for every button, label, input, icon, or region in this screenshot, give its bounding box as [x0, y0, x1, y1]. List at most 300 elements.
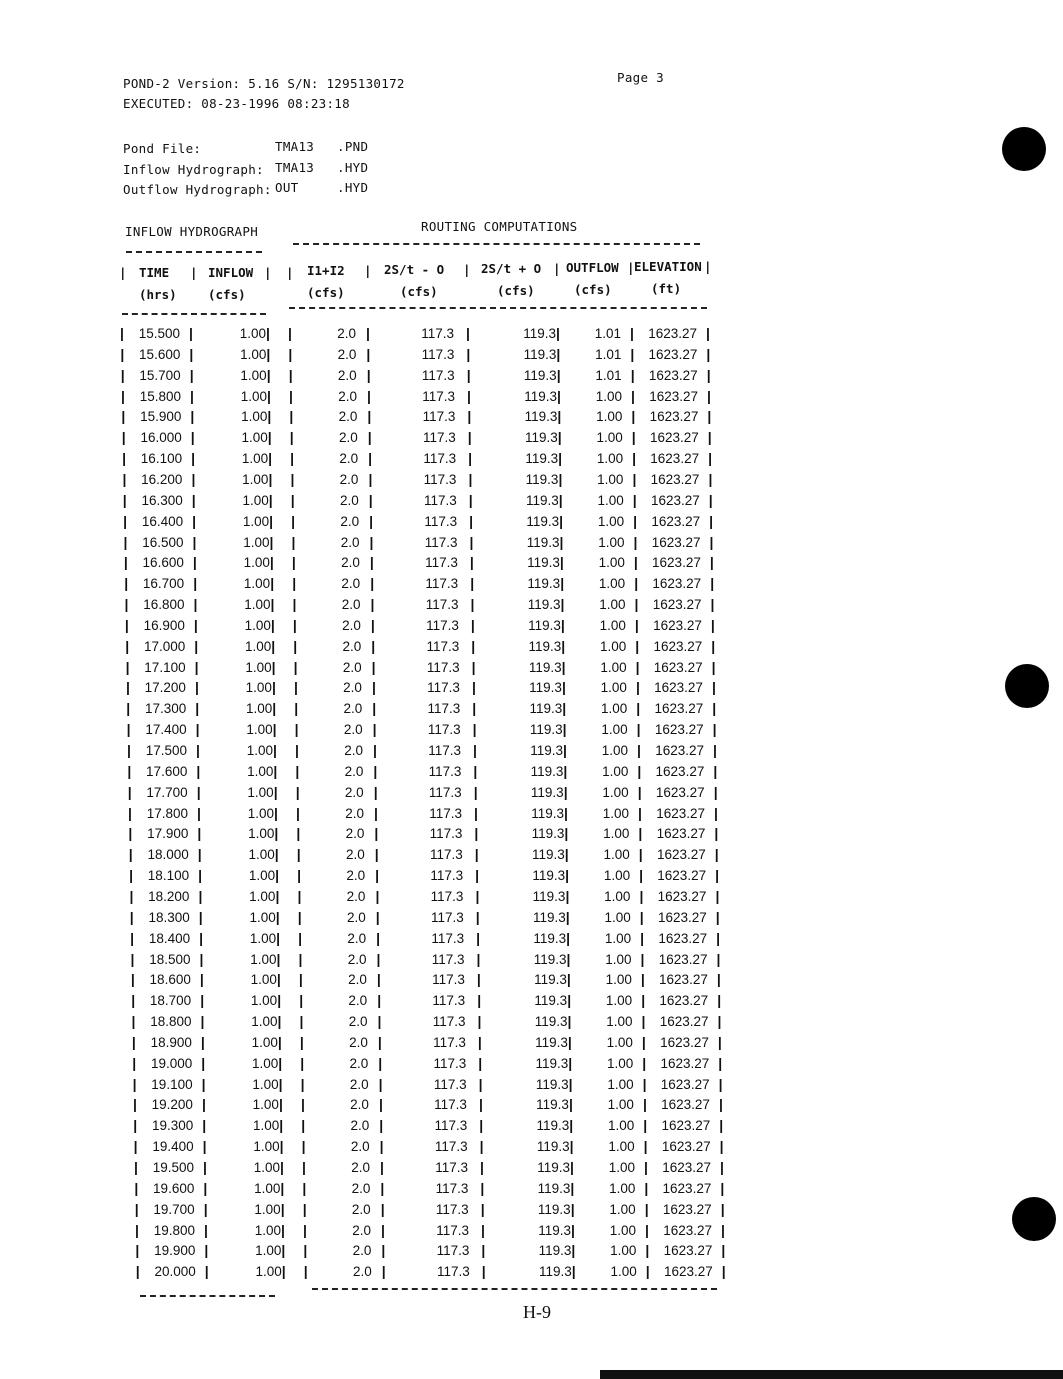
- page-number: Page 3: [617, 70, 664, 85]
- cell-inflow: 1.00: [241, 451, 269, 467]
- table-row: [0, 952, 1063, 973]
- table-row: [0, 576, 1063, 597]
- cell-separator: |: [280, 1200, 285, 1217]
- cell-separator: |: [634, 596, 639, 613]
- cell-2s-minus-o: 117.3: [427, 701, 461, 717]
- cell-elevation: 1623.27: [661, 1139, 711, 1155]
- cell-i1i2: 2.0: [342, 617, 361, 633]
- cell-i1i2: 2.0: [340, 513, 360, 529]
- cell-2s-minus-o: 117.3: [422, 388, 456, 404]
- cell-separator: |: [366, 366, 371, 383]
- cell-2s-plus-o: 119.3: [530, 763, 564, 779]
- cell-separator: |: [373, 783, 378, 800]
- cell-separator: |: [630, 345, 635, 362]
- cell-2s-minus-o: 117.3: [425, 597, 459, 613]
- cell-outflow: 1.00: [605, 993, 633, 1009]
- cell-separator: |: [123, 533, 128, 550]
- col-unit-outflow: (cfs): [574, 282, 612, 297]
- cell-separator: |: [204, 1242, 209, 1259]
- cell-2s-plus-o: 119.3: [526, 513, 560, 529]
- cell-2s-plus-o: 119.3: [524, 388, 558, 404]
- cell-separator: |: [277, 1013, 282, 1030]
- cell-separator: |: [709, 554, 714, 571]
- cell-elevation: 1623.27: [650, 451, 700, 467]
- cell-separator: |: [563, 783, 568, 800]
- cell-time: 15.500: [138, 326, 180, 341]
- cell-i1i2: 2.0: [349, 1055, 369, 1071]
- table-row: [0, 743, 1063, 764]
- cell-separator: |: [291, 512, 296, 529]
- cell-separator: |: [197, 846, 202, 863]
- cell-separator: |: [269, 512, 274, 529]
- cell-separator: |: [278, 1075, 283, 1092]
- cell-elevation: 1623.27: [662, 1160, 711, 1175]
- cell-time: 15.900: [140, 409, 182, 425]
- cell-2s-minus-o: 117.3: [427, 680, 460, 696]
- inflow-hydrograph-title: INFLOW HYDROGRAPH: [125, 224, 259, 239]
- routing-computations-title: ROUTING COMPUTATIONS: [421, 219, 578, 234]
- cell-separator: |: [473, 742, 477, 758]
- cell-separator: |: [707, 429, 712, 446]
- cell-2s-plus-o: 119.3: [536, 1118, 570, 1134]
- cell-2s-plus-o: 119.3: [534, 993, 568, 1009]
- cell-separator: |: [367, 408, 372, 425]
- cell-outflow: 1.00: [601, 743, 628, 758]
- cell-separator: |: [639, 887, 644, 904]
- cell-time: 18.700: [149, 993, 192, 1009]
- cell-elevation: 1623.27: [653, 617, 702, 633]
- cell-separator: |: [556, 345, 561, 362]
- cell-separator: |: [288, 345, 293, 362]
- cell-inflow: 1.00: [255, 1243, 282, 1259]
- col-unit-time: (hrs): [139, 287, 177, 302]
- cell-separator: |: [192, 533, 197, 550]
- cell-inflow: 1.00: [245, 680, 272, 696]
- cell-outflow: 1.00: [610, 1264, 637, 1280]
- cell-elevation: 1623.27: [663, 1264, 713, 1280]
- table-row: [0, 1077, 1063, 1098]
- cell-outflow: 1.00: [600, 680, 627, 696]
- cell-separator: |: [271, 679, 276, 696]
- cell-separator: |: [124, 596, 129, 613]
- cell-separator: |: [481, 1242, 486, 1259]
- cell-i1i2: 2.0: [350, 1118, 370, 1134]
- cell-separator: |: [558, 450, 563, 467]
- cell-separator: |: [266, 345, 271, 362]
- cell-2s-minus-o: 117.3: [431, 909, 464, 925]
- cell-inflow: 1.00: [241, 430, 268, 446]
- cell-2s-minus-o: 117.3: [432, 972, 465, 988]
- cell-elevation: 1623.27: [652, 555, 701, 571]
- cell-separator: |: [721, 1221, 725, 1238]
- cell-2s-minus-o: 117.3: [428, 763, 462, 779]
- cell-separator: |: [296, 804, 300, 821]
- cell-separator: |: [290, 470, 295, 487]
- cell-separator: |: [281, 1263, 286, 1280]
- cell-separator: |: [195, 721, 200, 738]
- cell-separator: |: [125, 637, 130, 654]
- cell-inflow: 1.00: [244, 597, 271, 613]
- cell-outflow: 1.00: [599, 638, 627, 654]
- cell-outflow: 1.00: [604, 888, 631, 904]
- cell-separator: |: [133, 1138, 138, 1155]
- cell-time: 17.700: [146, 784, 188, 800]
- cell-outflow: 1.00: [600, 659, 627, 675]
- cell-separator: |: [197, 804, 201, 821]
- cell-2s-plus-o: 119.3: [534, 1014, 568, 1030]
- cell-separator: |: [379, 1117, 384, 1134]
- cell-2s-minus-o: 117.3: [424, 534, 458, 550]
- cell-separator: |: [189, 345, 194, 362]
- cell-elevation: 1623.27: [652, 576, 702, 592]
- cell-separator: |: [203, 1179, 208, 1196]
- cell-separator: |: [274, 804, 278, 821]
- cell-separator: |: [278, 1054, 283, 1071]
- cell-inflow: 1.00: [254, 1180, 281, 1196]
- cell-outflow: 1.00: [601, 701, 628, 717]
- table-row: [0, 1243, 1063, 1264]
- cell-separator: |: [199, 971, 204, 988]
- cell-separator: |: [381, 1263, 386, 1280]
- cell-separator: |: [204, 1221, 208, 1238]
- cell-elevation: 1623.27: [654, 701, 704, 717]
- cell-2s-minus-o: 117.3: [428, 784, 462, 800]
- cell-2s-plus-o: 119.3: [538, 1222, 572, 1238]
- cell-separator: |: [708, 491, 713, 508]
- cell-elevation: 1623.27: [648, 367, 698, 383]
- cell-i1i2: 2.0: [347, 930, 367, 946]
- cell-separator: |: [270, 575, 275, 592]
- cell-i1i2: 2.0: [349, 1034, 368, 1050]
- punch-hole-top: [1002, 127, 1046, 171]
- cell-separator: |: [466, 325, 470, 341]
- cell-i1i2: 2.0: [352, 1222, 372, 1238]
- cell-2s-minus-o: 117.3: [426, 659, 460, 675]
- table-row: [0, 639, 1063, 660]
- cell-2s-minus-o: 117.3: [425, 576, 459, 592]
- cell-separator: |: [123, 512, 128, 529]
- cell-2s-plus-o: 119.3: [524, 430, 558, 446]
- cell-separator: |: [556, 325, 560, 341]
- cell-separator: |: [303, 1263, 308, 1280]
- cell-separator: |: [467, 408, 472, 425]
- cell-separator: |: [127, 742, 131, 758]
- cell-time: 16.400: [141, 513, 184, 529]
- cell-separator: |: [131, 992, 136, 1009]
- cell-2s-minus-o: 117.3: [429, 805, 463, 821]
- cell-separator: |: [645, 1221, 649, 1238]
- cell-separator: |: [716, 950, 721, 967]
- cell-time: 17.300: [145, 701, 187, 717]
- cell-separator: |: [295, 783, 300, 800]
- col-header-elevation: ELEVATION: [634, 259, 702, 274]
- cell-time: 16.300: [141, 492, 183, 508]
- cell-2s-plus-o: 119.3: [528, 659, 562, 675]
- cell-2s-plus-o: 119.3: [527, 597, 561, 613]
- inflow-hydrograph-name: TMA13: [275, 160, 315, 175]
- cell-separator: |: [561, 679, 566, 696]
- cell-separator: |: [274, 846, 279, 863]
- cell-separator: |: [377, 1013, 382, 1030]
- cell-outflow: 1.00: [609, 1180, 636, 1196]
- cell-separator: |: [135, 1242, 140, 1259]
- cell-separator: |: [128, 804, 132, 821]
- cell-separator: |: [635, 637, 640, 654]
- col-header-2s-plus-o: 2S/t + O: [481, 261, 542, 276]
- cell-2s-plus-o: 119.3: [533, 951, 567, 967]
- cell-separator: |: [630, 366, 635, 383]
- cell-time: 16.800: [143, 597, 185, 613]
- cell-separator: |: [567, 1013, 572, 1030]
- cell-outflow: 1.00: [598, 576, 626, 592]
- punch-hole-middle: [1005, 664, 1049, 708]
- cell-time: 17.600: [146, 763, 188, 779]
- cell-separator: |: [135, 1263, 140, 1280]
- cell-separator: |: [480, 1200, 485, 1217]
- cell-2s-minus-o: 117.3: [426, 638, 460, 654]
- cell-separator: |: [376, 971, 381, 988]
- cell-separator: |: [635, 658, 640, 675]
- cell-elevation: 1623.27: [656, 847, 706, 863]
- cell-separator: |: [297, 908, 302, 925]
- table-row: [0, 931, 1063, 952]
- cell-outflow: 1.00: [607, 1097, 634, 1113]
- cell-separator: |: [367, 429, 372, 446]
- cell-separator: |: [709, 512, 714, 529]
- cell-time: 19.800: [153, 1222, 196, 1238]
- col-bar-7: |: [553, 261, 561, 276]
- routing-bottom-rule: [312, 1288, 717, 1290]
- cell-separator: |: [478, 1054, 483, 1071]
- cell-separator: |: [377, 1033, 382, 1050]
- cell-separator: |: [632, 470, 637, 487]
- cell-inflow: 1.00: [246, 722, 273, 738]
- cell-2s-minus-o: 117.3: [422, 430, 456, 446]
- cell-2s-plus-o: 119.3: [538, 1264, 572, 1280]
- cell-separator: |: [371, 679, 376, 696]
- cell-separator: |: [378, 1075, 383, 1092]
- cell-separator: |: [273, 783, 278, 800]
- cell-separator: |: [296, 825, 301, 842]
- cell-separator: |: [127, 762, 132, 779]
- cell-elevation: 1623.27: [662, 1201, 712, 1217]
- cell-2s-plus-o: 119.3: [524, 409, 558, 425]
- cell-time: 18.300: [148, 909, 190, 925]
- cell-2s-minus-o: 117.3: [431, 951, 465, 967]
- cell-separator: |: [133, 1117, 138, 1134]
- cell-separator: |: [289, 429, 294, 446]
- cell-separator: |: [715, 867, 720, 884]
- col-bar-8: |: [627, 260, 635, 275]
- cell-i1i2: 2.0: [340, 492, 359, 508]
- cell-separator: |: [124, 575, 129, 592]
- cell-inflow: 1.00: [242, 471, 269, 487]
- cell-outflow: 1.00: [599, 617, 626, 633]
- cell-2s-minus-o: 117.3: [422, 409, 456, 425]
- pond-file-ext: .PND: [337, 139, 369, 154]
- pond-file-label: Pond File:: [123, 141, 202, 156]
- cell-separator: |: [714, 825, 719, 842]
- cell-separator: |: [475, 908, 480, 925]
- cell-time: 19.600: [153, 1180, 195, 1196]
- cell-time: 19.200: [151, 1097, 193, 1113]
- cell-separator: |: [562, 700, 567, 717]
- cell-separator: |: [380, 1200, 385, 1217]
- cell-separator: |: [631, 387, 635, 404]
- col-unit-elevation: (ft): [651, 281, 682, 296]
- cell-inflow: 1.00: [251, 1014, 278, 1030]
- cell-separator: |: [374, 846, 379, 863]
- cell-separator: |: [557, 408, 562, 425]
- cell-2s-minus-o: 117.3: [433, 1076, 467, 1092]
- cell-separator: |: [637, 742, 641, 758]
- cell-2s-plus-o: 119.3: [523, 346, 557, 362]
- table-row: [0, 889, 1063, 910]
- cell-time: 18.600: [149, 972, 191, 988]
- cell-separator: |: [639, 908, 644, 925]
- cell-inflow: 1.00: [239, 326, 266, 341]
- cell-separator: |: [273, 742, 277, 758]
- cell-outflow: 1.00: [603, 826, 630, 842]
- cell-separator: |: [130, 971, 135, 988]
- cell-separator: |: [481, 1221, 485, 1238]
- cell-outflow: 1.00: [597, 471, 624, 487]
- cell-separator: |: [644, 1200, 649, 1217]
- cell-separator: |: [303, 1221, 307, 1238]
- cell-i1i2: 2.0: [344, 763, 364, 779]
- cell-2s-plus-o: 119.3: [523, 326, 556, 341]
- cell-elevation: 1623.27: [648, 326, 697, 341]
- cell-separator: |: [717, 992, 722, 1009]
- cell-separator: |: [638, 825, 643, 842]
- cell-separator: |: [644, 1179, 649, 1196]
- cell-separator: |: [638, 846, 643, 863]
- cell-inflow: 1.00: [255, 1264, 282, 1280]
- cell-separator: |: [477, 1033, 482, 1050]
- cell-separator: |: [472, 721, 477, 738]
- cell-separator: |: [475, 867, 480, 884]
- cell-separator: |: [637, 762, 642, 779]
- cell-inflow: 1.00: [249, 909, 276, 925]
- cell-separator: |: [199, 929, 204, 946]
- cell-i1i2: 2.0: [346, 888, 366, 904]
- cell-inflow: 1.00: [243, 555, 270, 571]
- cell-i1i2: 2.0: [340, 534, 360, 550]
- cell-i1i2: 2.0: [342, 659, 362, 675]
- cell-2s-minus-o: 117.3: [428, 743, 461, 758]
- cell-separator: |: [122, 491, 127, 508]
- cell-separator: |: [266, 325, 270, 341]
- col-bar-3: |: [264, 265, 272, 280]
- cell-2s-minus-o: 117.3: [427, 722, 461, 738]
- cell-i1i2: 2.0: [337, 367, 357, 383]
- cell-time: 19.300: [152, 1118, 194, 1134]
- cell-separator: |: [296, 846, 301, 863]
- cell-separator: |: [571, 1242, 576, 1259]
- cell-separator: |: [472, 700, 477, 717]
- cell-separator: |: [129, 908, 134, 925]
- cell-elevation: 1623.27: [649, 388, 699, 404]
- cell-separator: |: [276, 950, 281, 967]
- cell-outflow: 1.00: [604, 909, 631, 925]
- cell-separator: |: [131, 1013, 136, 1030]
- cell-2s-minus-o: 117.3: [429, 847, 463, 863]
- cell-separator: |: [633, 512, 638, 529]
- cell-separator: |: [632, 450, 637, 467]
- cell-elevation: 1623.27: [649, 409, 699, 425]
- table-row: [0, 409, 1063, 430]
- cell-separator: |: [557, 387, 561, 404]
- page-footer-label: H-9: [523, 1302, 551, 1322]
- table-row: [0, 597, 1063, 618]
- cell-separator: |: [720, 1200, 725, 1217]
- cell-separator: |: [289, 387, 293, 404]
- cell-separator: |: [297, 867, 302, 884]
- cell-time: 19.100: [151, 1076, 193, 1092]
- cell-separator: |: [369, 554, 374, 571]
- cell-outflow: 1.00: [603, 868, 631, 884]
- cell-separator: |: [706, 345, 711, 362]
- cell-separator: |: [281, 1242, 286, 1259]
- cell-separator: |: [295, 762, 300, 779]
- cell-separator: |: [299, 1033, 304, 1050]
- cell-separator: |: [279, 1117, 284, 1134]
- cell-separator: |: [267, 429, 272, 446]
- cell-2s-minus-o: 117.3: [436, 1264, 470, 1280]
- cell-separator: |: [478, 1075, 483, 1092]
- cell-elevation: 1623.27: [660, 1034, 709, 1050]
- cell-inflow: 1.00: [251, 1055, 279, 1071]
- cell-elevation: 1623.27: [656, 826, 706, 842]
- cell-separator: |: [558, 491, 563, 508]
- cell-2s-plus-o: 119.3: [535, 1076, 569, 1092]
- cell-inflow: 1.00: [253, 1118, 280, 1134]
- cell-separator: |: [198, 887, 203, 904]
- cell-time: 16.600: [142, 555, 184, 571]
- col-header-time: TIME: [139, 265, 170, 280]
- cell-separator: |: [373, 762, 378, 779]
- col-header-inflow: INFLOW: [208, 265, 254, 280]
- cell-i1i2: 2.0: [345, 805, 365, 821]
- cell-2s-minus-o: 117.3: [435, 1201, 469, 1217]
- cell-elevation: 1623.27: [655, 743, 704, 758]
- cell-time: 17.400: [145, 722, 187, 738]
- cell-separator: |: [477, 1013, 482, 1030]
- cell-outflow: 1.00: [606, 1014, 633, 1030]
- cell-time: 17.500: [145, 743, 187, 758]
- cell-separator: |: [717, 1033, 722, 1050]
- cell-time: 19.000: [150, 1055, 193, 1071]
- cell-separator: |: [134, 1179, 139, 1196]
- table-row: [0, 826, 1063, 847]
- cell-separator: |: [127, 783, 132, 800]
- cell-separator: |: [268, 491, 273, 508]
- cell-separator: |: [713, 742, 717, 758]
- cell-separator: |: [571, 1263, 576, 1280]
- cell-time: 18.900: [150, 1034, 192, 1050]
- cell-separator: |: [275, 908, 280, 925]
- cell-time: 15.700: [139, 367, 181, 383]
- cell-separator: |: [563, 742, 567, 758]
- table-row: [0, 701, 1063, 722]
- col-unit-inflow: (cfs): [208, 287, 246, 302]
- cell-separator: |: [467, 429, 472, 446]
- cell-separator: |: [379, 1138, 384, 1155]
- cell-separator: |: [134, 1200, 139, 1217]
- cell-outflow: 1.00: [606, 1034, 633, 1050]
- cell-separator: |: [196, 783, 201, 800]
- version-line: POND-2 Version: 5.16 S/N: 1295130172: [123, 76, 405, 91]
